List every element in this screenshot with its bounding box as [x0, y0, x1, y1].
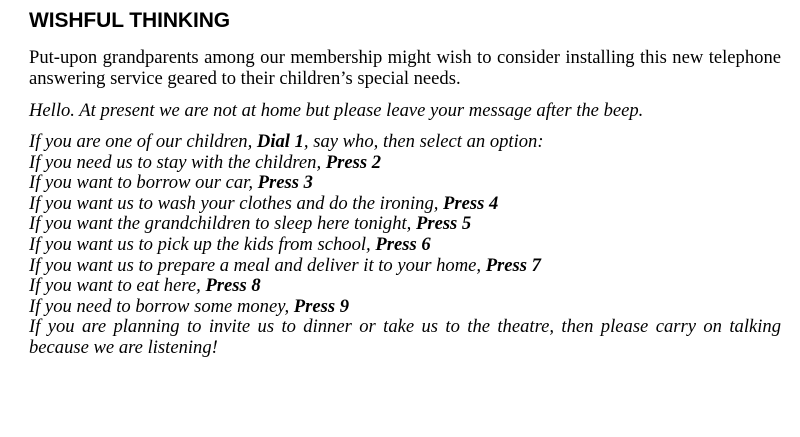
option-action: Press 2 [325, 151, 382, 173]
option-action: Press 5 [415, 213, 472, 235]
intro-paragraph: Put-upon grandparents among our membership might wish to consider installing this new telephone answering service geared to their children’s special needs. [29, 47, 781, 89]
option-action: Press 3 [257, 172, 313, 194]
option-text: If you want us to wash your clothes and do the ironing, [29, 192, 444, 214]
option-text: If you need us to stay with the children, [29, 151, 326, 173]
option-item [29, 235, 781, 256]
option-action: Dial 1 [256, 131, 304, 152]
document [29, 8, 781, 359]
option-text: If you want us to prepare a meal and deliver it to your home, [29, 254, 486, 276]
option-list [29, 132, 781, 359]
option-item [29, 153, 781, 174]
option-suffix: , say who, then select an option: [303, 131, 544, 152]
option-action: Press 7 [485, 254, 541, 276]
closing-message: If you are planning to invite us to dinner or take us to the theatre, then please carry on talking because we are listening! [29, 316, 781, 358]
option-item [29, 297, 781, 318]
option-item [29, 256, 781, 277]
option-text: If you are one of our children, [29, 131, 257, 152]
option-action: Press 6 [375, 233, 431, 255]
option-text: If you want to borrow our car, [29, 172, 258, 194]
option-text: If you want the grandchildren to sleep here tonight, [29, 213, 416, 235]
option-item [29, 214, 781, 235]
option-item [29, 276, 781, 297]
option-text: If you need to borrow some money, [29, 295, 294, 317]
option-text: If you want us to pick up the kids from school, [29, 233, 376, 255]
option-action: Press 4 [443, 192, 499, 214]
greeting-message: Hello. At present we are not at home but please leave your message after the beep. [29, 100, 644, 121]
option-item [29, 132, 781, 153]
option-text: If you want to eat here, [29, 275, 206, 297]
option-item [29, 173, 781, 194]
option-action: Press 8 [205, 275, 261, 297]
option-item [29, 194, 781, 215]
option-action: Press 9 [293, 295, 350, 317]
page-title: WISHFUL THINKING [29, 9, 230, 32]
